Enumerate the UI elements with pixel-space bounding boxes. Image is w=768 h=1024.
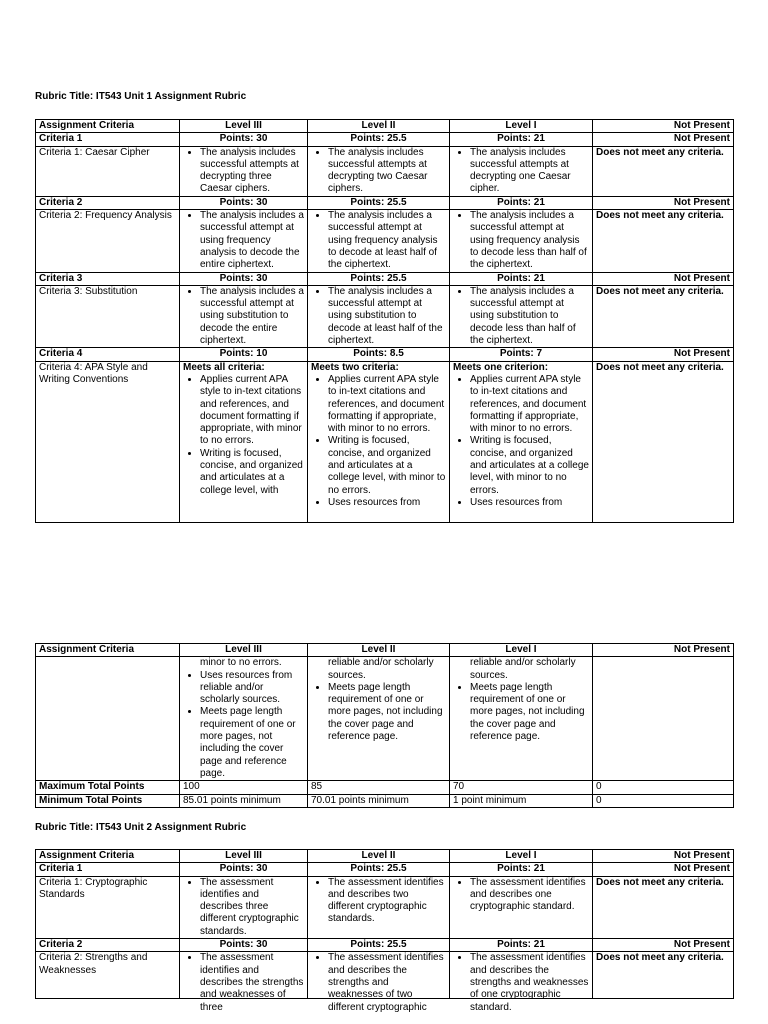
bullet-item: • Applies current APA style to in-text citations and references, and document formatting if appropriate, with minor to no errors.	[200, 374, 304, 448]
bullet-item: • The assessment identifies and describes the strengths and weaknesses of one cryptographic standard.	[470, 952, 589, 1013]
bullet-item: • The analysis includes a successful attempt at using substitution to decode less than half of the ciphertext.	[470, 286, 589, 347]
points-level-2: Points: 25.5	[308, 133, 450, 146]
min-not-present: 0	[593, 794, 734, 807]
criteria-lead: Meets one criterion:	[453, 361, 549, 373]
level-2-description	[308, 361, 450, 522]
points-not-present: Not Present	[593, 348, 734, 361]
rubric-table-unit1-continued	[35, 643, 734, 808]
level-1-description	[450, 876, 593, 938]
criteria-description-row	[36, 285, 734, 347]
min-total-label: Minimum Total Points	[36, 794, 180, 807]
criteria-description-row	[36, 146, 734, 196]
bullet-item: • The assessment identifies and describes three different cryptographic standards.	[200, 877, 304, 938]
points-not-present: Not Present	[593, 196, 734, 209]
header-level-1: Level I	[450, 850, 593, 863]
bullet-item: • The analysis includes a successful attempt at using substitution to decode at least half of the ciphertext.	[328, 286, 446, 347]
header-row	[36, 644, 734, 657]
bullet-item: • The analysis includes successful attempts at decrypting two Caesar ciphers.	[328, 147, 446, 196]
level-1-description	[450, 285, 593, 347]
header-level-2: Level II	[308, 850, 450, 863]
bullet-item: • The assessment identifies and describes the strengths and weaknesses of two different cryptographic	[328, 952, 446, 1013]
header-level-3: Level III	[180, 644, 308, 657]
level-2-description	[308, 210, 450, 272]
continued-text: reliable and/or scholarly sources.	[328, 657, 434, 681]
criteria-name: Criteria 2: Strengths and Weaknesses	[36, 952, 180, 999]
level-2-description	[308, 146, 450, 196]
header-assignment-criteria: Assignment Criteria	[36, 120, 180, 133]
points-level-2: Points: 25.5	[308, 272, 450, 285]
points-level-1: Points: 21	[450, 939, 593, 952]
not-present-description	[593, 657, 734, 781]
level-3-description	[180, 361, 308, 522]
bullet-item: • Uses resources from reliable and/or scholarly sources.	[200, 670, 304, 707]
min-level-3: 85.01 points minimum	[180, 794, 308, 807]
bullet-item: • Meets page length requirement of one or more pages, not including the cover page and reference page.	[470, 682, 589, 743]
max-level-3: 100	[180, 781, 308, 794]
header-not-present: Not Present	[593, 644, 734, 657]
bullet-item: • The analysis includes successful attempts at decrypting three Caesar ciphers.	[200, 147, 304, 196]
criteria-name: Criteria 1: Cryptographic Standards	[36, 876, 180, 938]
level-1-description	[450, 657, 593, 781]
bullet-item: • The assessment identifies and describes one cryptographic standard.	[470, 877, 589, 914]
bullet-item: • Meets page length requirement of one or more pages, not including the cover page and reference page.	[328, 682, 446, 743]
criteria-description-row	[36, 952, 734, 999]
bullet-item: • The assessment identifies and describes two different cryptographic standards.	[328, 877, 446, 926]
criteria-label: Criteria 1	[36, 133, 180, 146]
points-not-present: Not Present	[593, 863, 734, 876]
criteria-description-row	[36, 876, 734, 938]
criteria-points-row	[36, 133, 734, 146]
criteria-points-row	[36, 348, 734, 361]
header-level-1: Level I	[450, 644, 593, 657]
criteria-name	[36, 657, 180, 781]
bullet-item: • The assessment identifies and describes the strengths and weaknesses of three	[200, 952, 304, 1013]
points-level-1: Points: 21	[450, 272, 593, 285]
points-level-2: Points: 25.5	[308, 196, 450, 209]
header-level-2: Level II	[308, 120, 450, 133]
points-level-3: Points: 10	[180, 348, 308, 361]
level-3-description	[180, 146, 308, 196]
bullet-item: • Applies current APA style to in-text citations and references, and document formatting if appropriate, with minor to no errors.	[328, 374, 446, 435]
level-1-description	[450, 952, 593, 1013]
max-total-label: Maximum Total Points	[36, 781, 180, 794]
bullet-item: • Meets page length requirement of one or more pages, not including the cover page and reference page.	[200, 706, 304, 780]
criteria-label: Criteria 4	[36, 348, 180, 361]
criteria-label: Criteria 2	[36, 196, 180, 209]
points-not-present: Not Present	[593, 133, 734, 146]
bullet-item: • The analysis includes a successful attempt at using frequency analysis to decode the entire ciphertext.	[200, 210, 304, 271]
header-level-2: Level II	[308, 644, 450, 657]
bullet-item: • Uses resources from	[328, 497, 446, 509]
header-row	[36, 120, 734, 133]
points-level-3: Points: 30	[180, 133, 308, 146]
criteria-points-row	[36, 196, 734, 209]
criteria-points-row	[36, 272, 734, 285]
criteria-name: Criteria 1: Caesar Cipher	[36, 146, 180, 196]
criteria-label: Criteria 1	[36, 863, 180, 876]
not-present-description: Does not meet any criteria.	[593, 210, 734, 272]
min-level-1: 1 point minimum	[450, 794, 593, 807]
header-assignment-criteria: Assignment Criteria	[36, 850, 180, 863]
points-level-2: Points: 25.5	[308, 863, 450, 876]
bullet-item: • Writing is focused, concise, and organized and articulates at a college level, with minor to no errors.	[470, 435, 589, 496]
rubric-title-unit1: Rubric Title: IT543 Unit 1 Assignment Rubric	[35, 91, 247, 102]
continued-text: minor to no errors.	[200, 657, 282, 669]
bullet-item: • The analysis includes a successful attempt at using frequency analysis to decode less than half of the ciphertext.	[470, 210, 589, 271]
criteria-description-row	[36, 210, 734, 272]
not-present-description: Does not meet any criteria.	[593, 952, 734, 999]
criteria-name: Criteria 2: Frequency Analysis	[36, 210, 180, 272]
min-total-row	[36, 794, 734, 807]
criteria-points-row	[36, 939, 734, 952]
max-level-2: 85	[308, 781, 450, 794]
level-3-description	[180, 285, 308, 347]
points-level-2: Points: 8.5	[308, 348, 450, 361]
points-level-3: Points: 30	[180, 863, 308, 876]
not-present-description: Does not meet any criteria.	[593, 146, 734, 196]
bullet-item: • Uses resources from	[470, 497, 589, 509]
points-level-1: Points: 7	[450, 348, 593, 361]
header-row	[36, 850, 734, 863]
points-level-1: Points: 21	[450, 863, 593, 876]
criteria-continuation-row	[36, 657, 734, 781]
criteria-name: Criteria 3: Substitution	[36, 285, 180, 347]
rubric-table-unit1	[35, 119, 734, 523]
criteria-description-row	[36, 361, 734, 522]
level-2-description	[308, 285, 450, 347]
header-level-3: Level III	[180, 850, 308, 863]
criteria-label: Criteria 2	[36, 939, 180, 952]
rubric-table-unit2	[35, 849, 734, 1013]
level-1-description	[450, 210, 593, 272]
criteria-name: Criteria 4: APA Style and Writing Conventions	[36, 361, 180, 522]
level-3-description	[180, 210, 308, 272]
criteria-label: Criteria 3	[36, 272, 180, 285]
level-3-description	[180, 657, 308, 781]
bullet-item: • Writing is focused, concise, and organized and articulates at a college level, with minor to no errors.	[328, 435, 446, 496]
level-2-description	[308, 952, 450, 1013]
bullet-item: • The analysis includes a successful attempt at using frequency analysis to decode at least half of the ciphertext.	[328, 210, 446, 271]
criteria-points-row	[36, 863, 734, 876]
level-1-description	[450, 361, 593, 522]
points-level-1: Points: 21	[450, 133, 593, 146]
criteria-lead: Meets all criteria:	[183, 361, 265, 373]
points-level-3: Points: 30	[180, 196, 308, 209]
bullet-item: • The analysis includes a successful attempt at using substitution to decode the entire ciphertext.	[200, 286, 304, 347]
header-level-3: Level III	[180, 120, 308, 133]
level-3-description	[180, 952, 308, 1013]
points-level-3: Points: 30	[180, 939, 308, 952]
min-level-2: 70.01 points minimum	[308, 794, 450, 807]
bullet-item: • Applies current APA style to in-text citations and references, and document formatting if appropriate, with minor to no errors.	[470, 374, 589, 435]
not-present-description: Does not meet any criteria.	[593, 361, 734, 522]
max-level-1: 70	[450, 781, 593, 794]
not-present-description: Does not meet any criteria.	[593, 285, 734, 347]
level-1-description	[450, 146, 593, 196]
continued-text: reliable and/or scholarly sources.	[470, 657, 576, 681]
not-present-description: Does not meet any criteria.	[593, 876, 734, 938]
bullet-item: • The analysis includes successful attempts at decrypting one Caesar cipher.	[470, 147, 589, 196]
level-2-description	[308, 876, 450, 938]
header-level-1: Level I	[450, 120, 593, 133]
level-2-description	[308, 657, 450, 781]
points-level-2: Points: 25.5	[308, 939, 450, 952]
points-level-3: Points: 30	[180, 272, 308, 285]
level-3-description	[180, 876, 308, 938]
points-level-1: Points: 21	[450, 196, 593, 209]
header-not-present: Not Present	[593, 120, 734, 133]
points-not-present: Not Present	[593, 272, 734, 285]
rubric-title-unit2: Rubric Title: IT543 Unit 2 Assignment Rubric	[35, 822, 247, 833]
header-assignment-criteria: Assignment Criteria	[36, 644, 180, 657]
points-not-present: Not Present	[593, 939, 734, 952]
max-not-present: 0	[593, 781, 734, 794]
header-not-present: Not Present	[593, 850, 734, 863]
max-total-row	[36, 781, 734, 794]
bullet-item: • Writing is focused, concise, and organized and articulates at a college level, with	[200, 448, 304, 497]
criteria-lead: Meets two criteria:	[311, 361, 399, 373]
